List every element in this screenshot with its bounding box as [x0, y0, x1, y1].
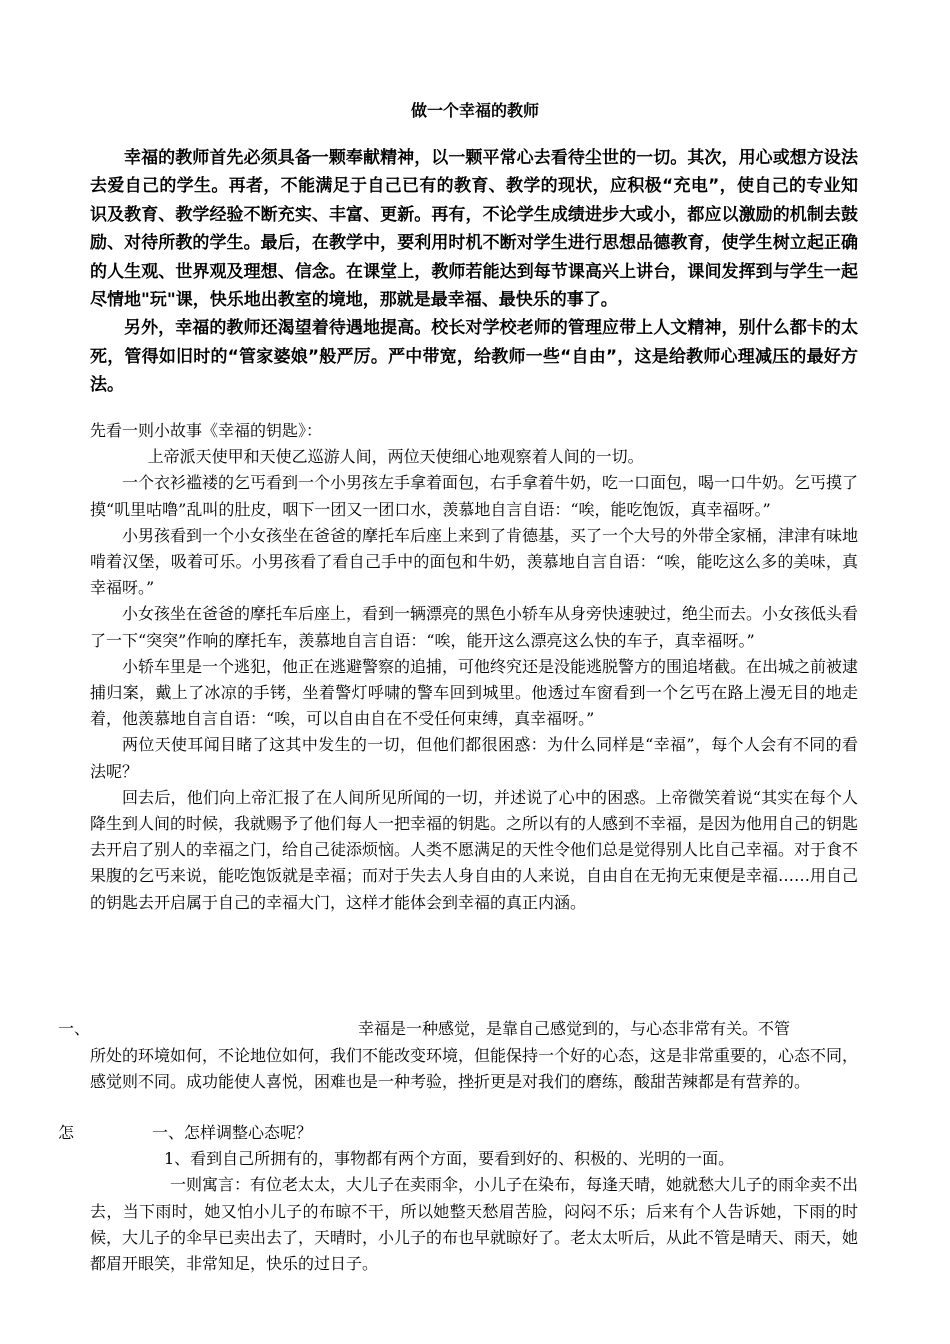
intro-section [90, 144, 858, 400]
section2-heading: 一、怎样调整心态呢？ [152, 1123, 313, 1142]
story-section [90, 418, 858, 916]
story-paragraph: 上帝派天使甲和天使乙巡游人间，两位天使细心地观察着人间的一切。 [147, 447, 644, 467]
story-paragraph: 回去后，他们向上帝汇报了在人间所见所闻的一切，并述说了心中的困惑。上帝微笑着说“其实在每个人降生到人间的时候，我就赐予了他们每人一把幸福的钥匙。之所以有的人感到不幸福，是因为他用自己的钥匙去开启了别人的幸福之门，给自己徒添烦恼。人类不愿满足的天性令他们总是觉得别人比自己幸福。对于食不果腹的乞丐来说，能吃饱饭就是幸福；而对于失去人身自由的人来说，自由自在无拘无束便是幸福……用自己的钥匙去开启属于自己的幸福大门，这样才能体会到幸福的真正内涵。 [90, 787, 859, 912]
intro-paragraph-2: 另外，幸福的教师还渴望着待遇地提高。校长对学校老师的管理应带上人文精神，别什么都卡的太死，管得如旧时的“管家婆娘”般严厉。严中带宽，给教师一些“自由”，这是给教师心理减压的最好方法。 [90, 318, 858, 396]
section2-fable: 一则寓言：有位老太太，大儿子在卖雨伞，小儿子在染布，每逢天晴，她就愁大儿子的雨伞卖不出去，当下雨时，她又怕小儿子的布晾不干，所以她整天愁眉苦脸，闷闷不乐；后来有个人告诉她，下雨的时候，大儿子的伞早已卖出去了，天晴时，小儿子的布也早就晾好了。老太太听后，从此不管是晴天、雨天，她都眉开眼笑，非常知足，快乐的过日子。 [90, 1175, 859, 1274]
document-title: 做一个幸福的教师 [410, 101, 539, 120]
story-paragraph: 小男孩看到一个小女孩坐在爸爸的摩托车后座上来到了肯德基，买了一个大号的外带全家桶，津津有味地啃着汉堡，吸着可乐。小男孩看了看自己手中的面包和牛奶，羡慕地自言自语：“唉，能吃这么多的美味，真幸福呀。” [90, 525, 859, 598]
section1-body: 所处的环境如何，不论地位如何，我们不能改变环境，但能保持一个好的心态，这是非常重要的，心态不同，感觉则不同。成功能使人喜悦，困难也是一种考验，挫折更是对我们的磨练，酸甜苦辣都是有营养的。 [90, 1045, 859, 1091]
story-paragraph: 小女孩坐在爸爸的摩托车后座上，看到一辆漂亮的黑色小轿车从身旁快速驶过，绝尘而去。小女孩低头看了一下“突突”作响的摩托车，羡慕地自言自语：“唉，能开这么漂亮这么快的车子，真幸福呀。” [90, 604, 859, 650]
section2-point-1: 1、看到自己所拥有的，事物都有两个方面，要看到好的、积极的、光明的一面。 [164, 1149, 735, 1169]
story-paragraph: 一个衣衫褴褛的乞丐看到一个小男孩左手拿着面包，右手拿着牛奶，吃一口面包，喝一口牛奶。乞丐摸了摸“叽里咕噜”乱叫的肚皮，咽下一团又一团口水，羡慕地自言自语：“唉，能吃饱饭，真幸福呀。” [90, 473, 859, 519]
section1-marker: 一、 [58, 1019, 91, 1038]
section2-marker: 怎 [58, 1123, 75, 1142]
story-paragraph: 小轿车里是一个逃犯，他正在逃避警察的追捕，可他终究还是没能逃脱警方的围追堵截。在出城之前被逮捕归案，戴上了冰凉的手铐，坐着警灯呼啸的警车回到城里。他透过车窗看到一个乞丐在路上漫无目的地走着，他羡慕地自言自语：“唉，可以自由自在不受任何束缚，真幸福呀。” [90, 656, 859, 729]
section2 [90, 1120, 858, 1277]
section1-first-line: 幸福是一种感觉，是靠自己感觉到的，与心态非常有关。不管 [358, 1019, 791, 1038]
story-paragraph: 两位天使耳闻目睹了这其中发生的一切，但他们都很困惑：为什么同样是“幸福”，每个人会有不同的看法呢？ [90, 735, 858, 781]
story-lead: 先看一则小故事《幸福的钥匙》： [90, 421, 323, 440]
intro-paragraph-1: 幸福的教师首先必须具备一颗奉献精神，以一颗平常心去看待尘世的一切。其次，用心或想方设法去爱自己的学生。再者，不能满足于自己已有的教育、教学的现状，应积极“充电”，使自己的专业知识及教育、教学经验不断充实、丰富、更新。再有，不论学生成绩进步大或小，都应以激励的机制去鼓励、对待所教的学生。最后，在教学中，要利用时机不断对学生进行思想品德教育，使学生树立起正确的人生观、世界观及理想、信念。在课堂上，教师若能达到每节课高兴上讲台，课间发挥到与学生一起尽情地"玩"课，快乐地出教室的境地，那就是最幸福、最快乐的事了。 [90, 148, 858, 311]
section1 [90, 1016, 858, 1096]
